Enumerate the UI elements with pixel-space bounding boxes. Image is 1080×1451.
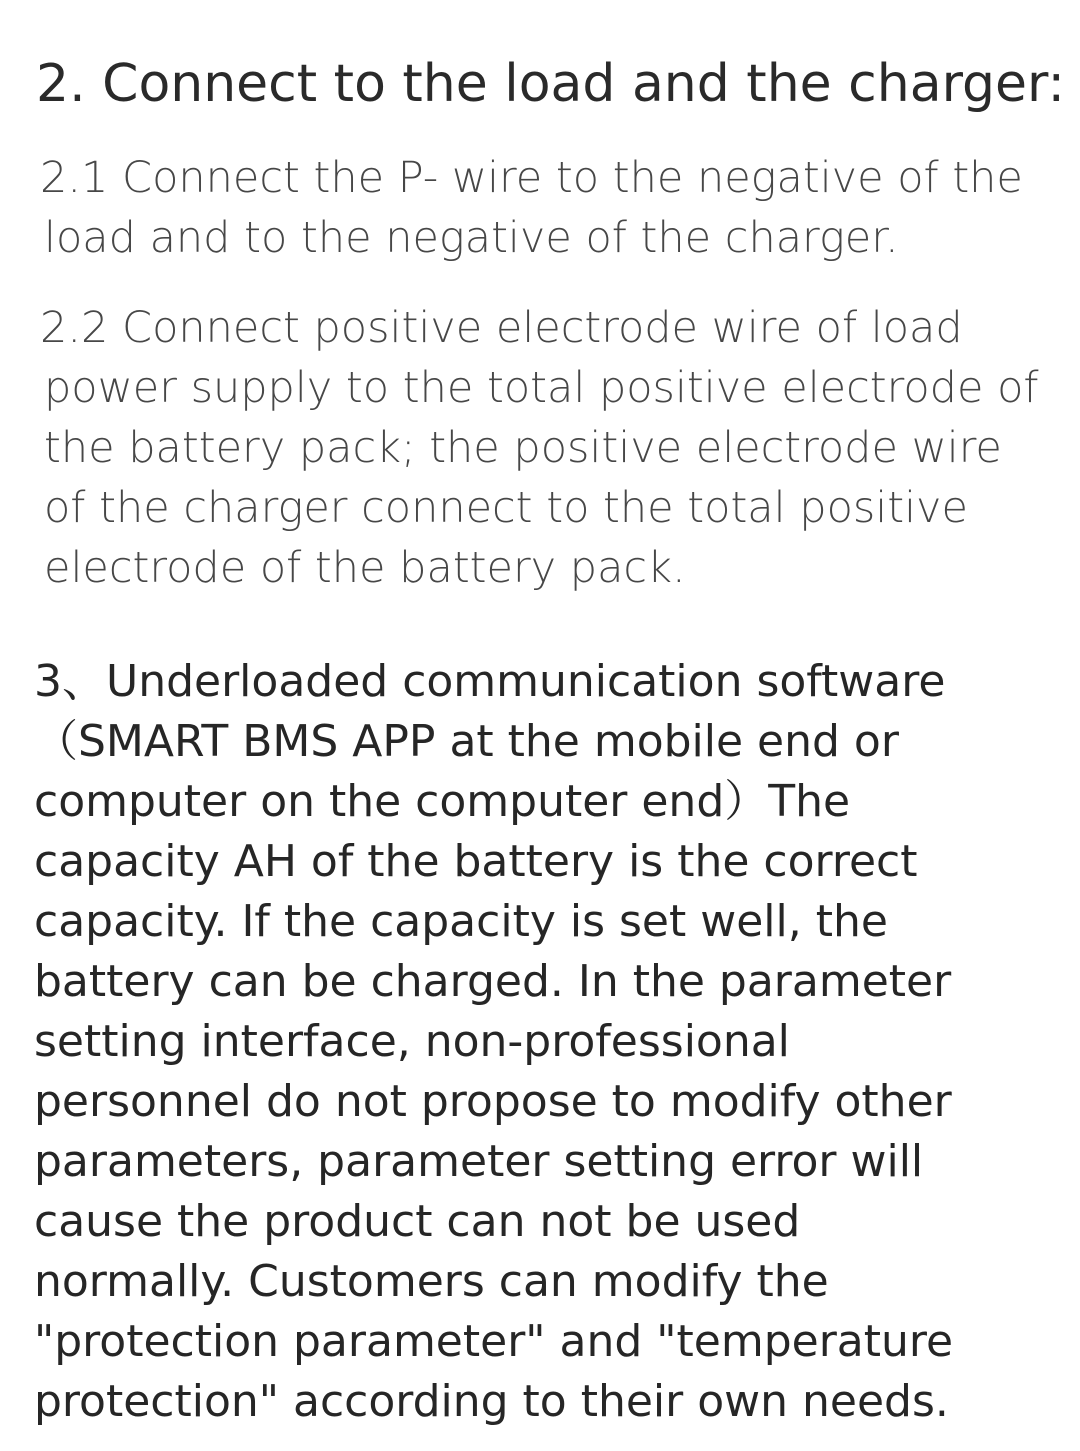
text-line: load and to the negative of the charger. bbox=[44, 213, 899, 263]
text-line: 2.2 Connect positive electrode wire of load bbox=[40, 303, 963, 353]
text-line: 3、Underloaded communication software bbox=[34, 656, 946, 707]
text-line: cause the product can not be used bbox=[34, 1196, 801, 1247]
text-line: parameters, parameter setting error will bbox=[34, 1136, 924, 1187]
text-line: normally. Customers can modify the bbox=[34, 1256, 829, 1307]
text-line: setting interface, non-professional bbox=[34, 1016, 790, 1067]
text-line: the battery pack; the positive electrode wire bbox=[44, 423, 1002, 473]
step-2-1-paragraph bbox=[40, 148, 1070, 268]
text-line: protection" according to their own needs. bbox=[34, 1376, 949, 1427]
section-3-paragraph bbox=[34, 652, 1074, 1432]
text-line: of the charger connect to the total positive bbox=[44, 483, 968, 533]
text-line: power supply to the total positive electrode of bbox=[44, 363, 1039, 413]
text-line: personnel do not propose to modify other bbox=[34, 1076, 952, 1127]
text-line: capacity. If the capacity is set well, the bbox=[34, 896, 888, 947]
text-line: （SMART BMS APP at the mobile end or bbox=[34, 716, 899, 767]
text-line: capacity AH of the battery is the correct bbox=[34, 836, 918, 887]
text-line: battery can be charged. In the parameter bbox=[34, 956, 952, 1007]
step-2-2-paragraph bbox=[40, 298, 1070, 598]
text-line: electrode of the battery pack. bbox=[44, 543, 686, 593]
text-line: computer on the computer end）The bbox=[34, 776, 851, 827]
text-line: 2.1 Connect the P- wire to the negative of the bbox=[40, 153, 1023, 203]
section-2-heading: 2. Connect to the load and the charger: bbox=[36, 54, 1066, 114]
text-line: "protection parameter" and "temperature bbox=[34, 1316, 954, 1367]
